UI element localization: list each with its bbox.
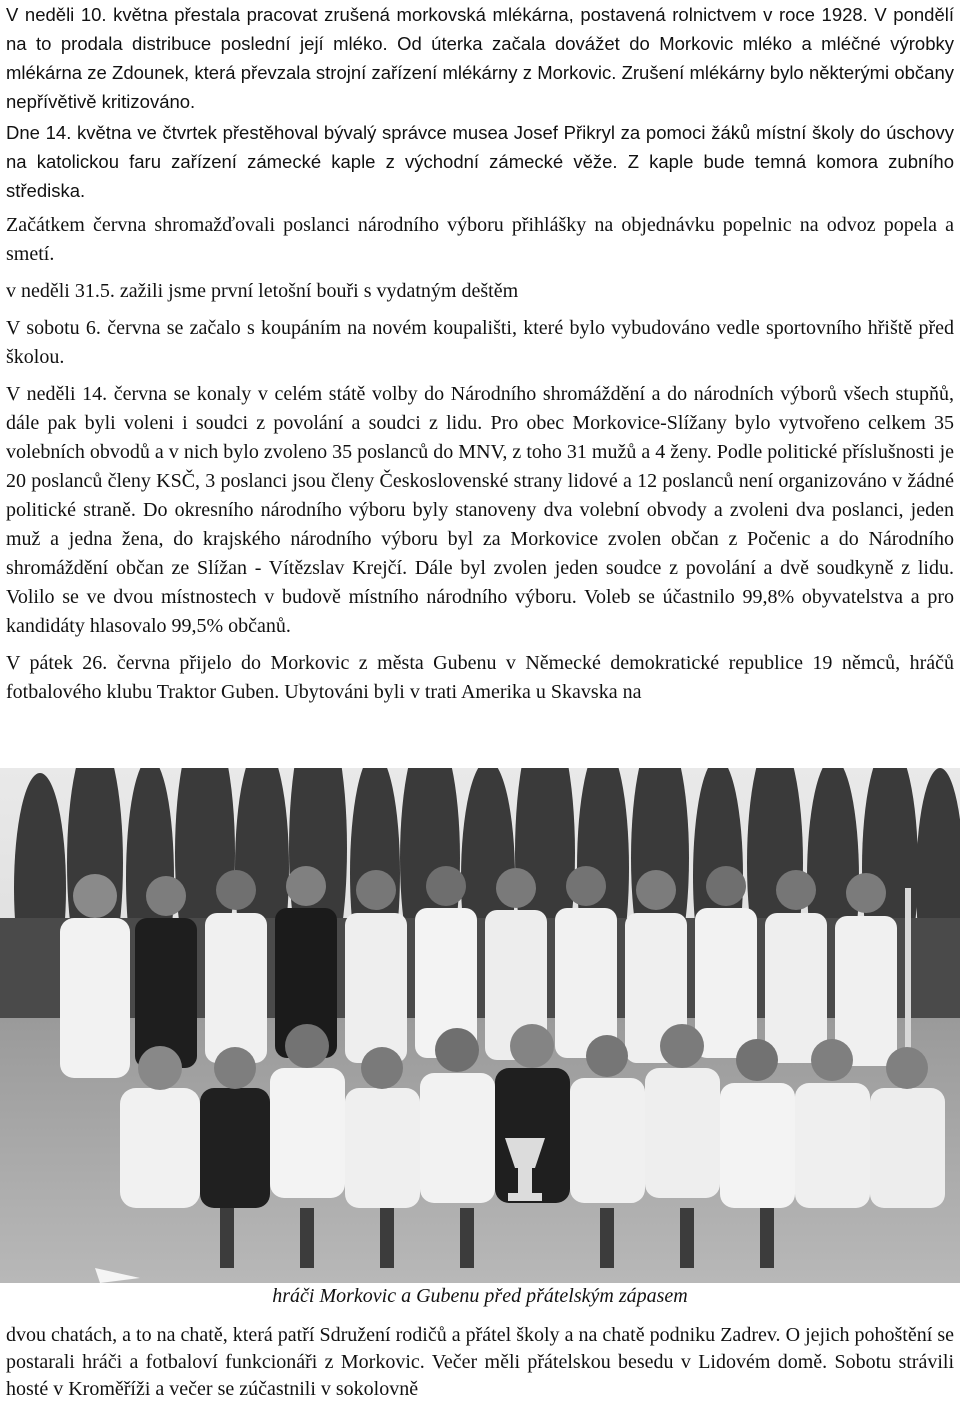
paragraph-bins: Začátkem června shromažďovali poslanci národního výboru přihlášky na objednávku popelnic na odvoz popela a smetí.	[6, 214, 954, 265]
paragraph-chapel-move: Dne 14. května ve čtvrtek přestěhoval bývalý správce musea Josef Přikryl za pomoci žáků místní školy do úschovy na katolickou faru zařízení zámecké kaple z východní zámecké věže. Z kaple bude temná komora zubního střediska.	[6, 122, 954, 201]
document-body	[6, 0, 954, 715]
paragraph-guben-visit: V pátek 26. června přijelo do Morkovic z města Gubenu v Německé demokratické republice 19 němců, hráčů fotbalového klubu Traktor Guben. Ubytováni byli v trati Amerika u Skavska na	[6, 652, 954, 703]
paragraph-swimming: V sobotu 6. června se začalo s koupáním na novém koupališti, které bylo vybudováno vedle sportovního hřiště před školou.	[6, 317, 954, 368]
paragraph-elections: V neděli 14. června se konaly v celém státě volby do Národního shromáždění a do národních výborů všech stupňů, dále pak byli voleni i soudci z povolání a soudci z lidu. Pro obec Morkovice-Slížany bylo vytvořeno celkem 35 volebních obvodů a v nich bylo zvoleno 35 poslanců do MNV, z toho 31 mužů a 4 ženy. Podle politické příslušnosti je 20 poslanců členy KSČ, 3 poslanci jsou členy Československé strany lidové a 12 poslanců není organizováno v žádné politické straně. Do okresního národního výboru byly stanoveny dva volební obvody a zvoleni dva poslanci, jeden muž a jedna žena, do krajského národního výboru byl za Morkovice zvolen občan z Počenic a do Národního shromáždění občan ze Slížan - Vítězslav Krejčí. Dále byl zvolen jeden soudce z povolání a dvě soudkyně z lidu. Volilo se ve dvou místnostech v budově místního národního výboru. Voleb se účastnilo 99,8% obyvatelstva a pro kandidáty hlasovalo 99,5% občanů.	[6, 383, 954, 637]
photo-caption: hráči Morkovic a Gubenu před přátelským zápasem	[272, 1285, 688, 1307]
paragraph-storm: v neděli 31.5. zažili jsme první letošní bouři s vydatným deštěm	[6, 280, 519, 302]
team-photo	[0, 768, 960, 1283]
paragraph-dairy-closure: V neděli 10. května přestala pracovat zrušená morkovská mlékárna, postavená rolnictvem v roce 1928. V pondělí na to prodala distribuce poslední její mléko. Od úterka začala dovážet do Morkovic mléko a mléčné výrobky mlékárna ze Zdounek, která převzala strojní zařízení mlékárny z Morkovic. Zrušení mlékárny bylo některými občany nepřívětivě kritizováno.	[6, 4, 954, 112]
paragraph-continuation: dvou chatách, a to na chatě, která patří Sdružení rodičů a přátel školy a na chatě podniku Zadrev. O jejich pohoštění se postarali hráči a fotbaloví funkcionáři z Morkovic. Večer měli přátelskou besedu v Lidovém domě. Sobotu strávili hosté v Kroměříži a večer se zúčastnili v sokolovně	[6, 1324, 954, 1400]
